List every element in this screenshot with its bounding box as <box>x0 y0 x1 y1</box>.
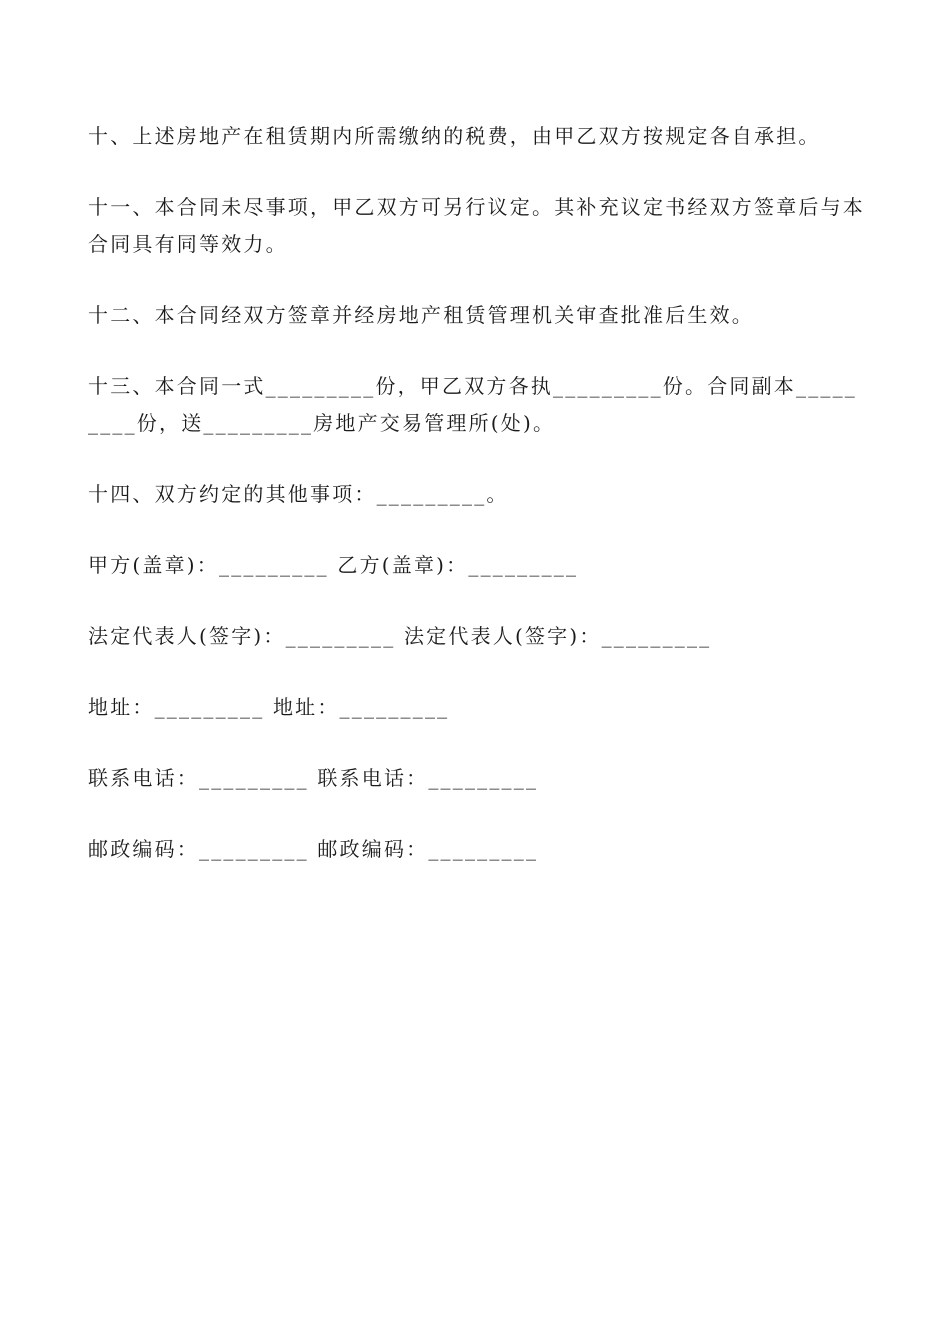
signature-phone-line: 联系电话：_________ 联系电话：_________ <box>88 766 539 790</box>
clause-11: 十一、本合同未尽事项，甲乙双方可另行议定。其补充议定书经双方签章后与本合同具有同等效力。 <box>88 195 865 256</box>
signature-representative-line: 法定代表人(签字)：_________ 法定代表人(签字)：_________ <box>88 624 712 648</box>
signature-address-line: 地址：_________ 地址：_________ <box>88 695 450 719</box>
contract-page <box>88 118 868 902</box>
clause-10: 十、上述房地产在租赁期内所需缴纳的税费，由甲乙双方按规定各自承担。 <box>88 124 821 148</box>
signature-seal-line: 甲方(盖章)：_________ 乙方(盖章)：_________ <box>88 553 579 577</box>
clause-12: 十二、本合同经双方签章并经房地产租赁管理机关审查批准后生效。 <box>88 303 754 327</box>
clause-14: 十四、双方约定的其他事项：_________。 <box>88 482 509 506</box>
signature-postcode-line: 邮政编码：_________ 邮政编码：_________ <box>88 837 539 861</box>
clause-13: 十三、本合同一式_________份，甲乙双方各执_________份。合同副本_________份，送_________房地产交易管理所(处)。 <box>88 374 857 435</box>
